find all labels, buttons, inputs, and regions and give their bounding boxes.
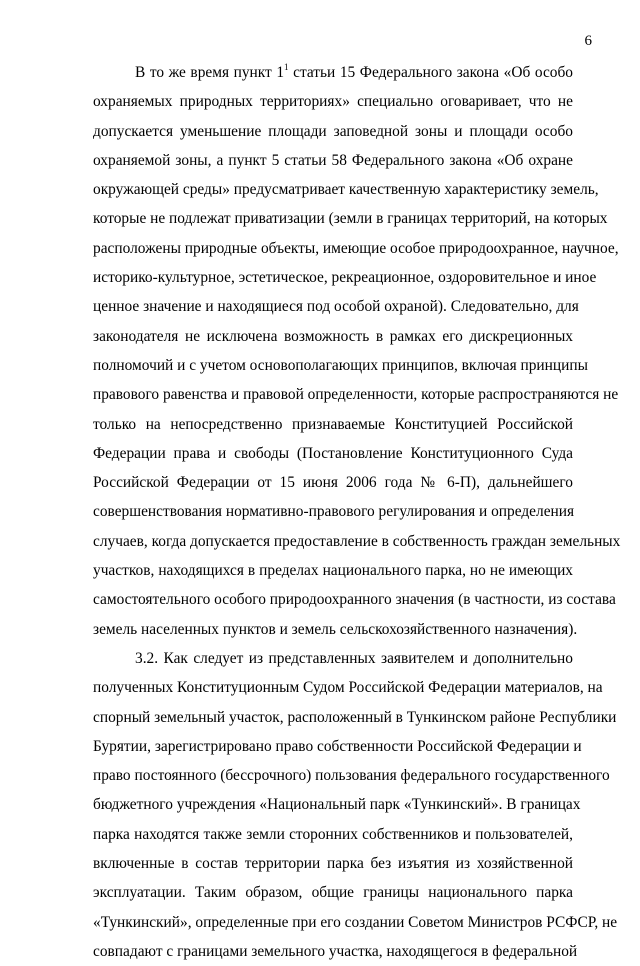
paragraph-line: законодателя не исключена возможность в рамках его дискреционных bbox=[93, 327, 573, 345]
line-text: В то же время пункт 1 bbox=[135, 64, 285, 81]
paragraph-line: которые не подлежат приватизации (земли в границах территорий, на которых bbox=[93, 210, 608, 228]
paragraph-line: совершенствования нормативно-правового регулирования и определения bbox=[93, 503, 575, 521]
paragraph-line: окружающей среды» предусматривает качественную характеристику земель, bbox=[93, 181, 599, 199]
paragraph-line: эксплуатации. Таким образом, общие границы национального парка bbox=[93, 884, 573, 902]
paragraph-line: Российской Федерации от 15 июня 2006 года № 6-П), дальнейшего bbox=[93, 474, 573, 492]
paragraph-line: бюджетного учреждения «Национальный парк «Тункинский». В границах bbox=[93, 796, 581, 814]
paragraph-line: право постоянного (бессрочного) пользования федерального государственного bbox=[93, 767, 610, 785]
paragraph-2 bbox=[93, 644, 618, 966]
paragraph-line: ценное значение и находящиеся под особой охраной). Следовательно, для bbox=[93, 298, 579, 316]
paragraph-line: включенные в состав территории парка без изъятия из хозяйственной bbox=[93, 855, 573, 873]
page-number: 6 bbox=[584, 33, 592, 49]
paragraph-line: земель населенных пунктов и земель сельскохозяйственного назначения). bbox=[93, 620, 578, 638]
paragraph-line: Федерации права и свободы (Постановление Конституционного Суда bbox=[93, 444, 573, 462]
paragraph-line: Бурятии, зарегистрировано право собственности Российской Федерации и bbox=[93, 737, 582, 755]
paragraph-line: полученных Конституционным Судом Российской Федерации материалов, на bbox=[93, 679, 603, 697]
paragraph-line: 3.2. Как следует из представленных заявителем и дополнительно bbox=[135, 649, 573, 667]
paragraph-line: охраняемой зоны, а пункт 5 статьи 58 Федерального закона «Об охране bbox=[93, 151, 573, 169]
paragraph-line: случаев, когда допускается предоставление в собственность граждан земельных bbox=[93, 532, 621, 550]
paragraph-line: охраняемых природных территориях» специально оговаривает, что не bbox=[93, 93, 573, 111]
paragraph-line bbox=[93, 58, 573, 87]
paragraph-line: историко-культурное, эстетическое, рекреационное, оздоровительное и иное bbox=[93, 269, 597, 287]
paragraph-line: расположены природные объекты, имеющие особое природоохранное, научное, bbox=[93, 239, 619, 257]
paragraph-line: парка находятся также земли сторонних собственников и пользователей, bbox=[93, 825, 573, 843]
paragraph-line: участков, находящихся в пределах национального парка, но не имеющих bbox=[93, 562, 573, 580]
document-body bbox=[93, 58, 621, 966]
paragraph-line: полномочий и с учетом основополагающих принципов, включая принципы bbox=[93, 356, 588, 374]
paragraph-line: только на непосредственно признаваемые Конституцией Российской bbox=[93, 415, 573, 433]
paragraph-line: правового равенства и правовой определенности, которые распространяются не bbox=[93, 386, 619, 404]
paragraph-line: допускается уменьшение площади заповедной зоны и площади особо bbox=[93, 122, 573, 140]
superscript: 1 bbox=[284, 62, 289, 72]
paragraph-line: самостоятельного особого природоохранного значения (в частности, из состава bbox=[93, 591, 616, 609]
paragraph-line: «Тункинский», определенные при его создании Советом Министров РСФСР, не bbox=[93, 913, 618, 931]
line-text: статьи 15 Федерального закона «Об особо bbox=[293, 64, 573, 81]
paragraph-1 bbox=[93, 58, 621, 644]
paragraph-line: спорный земельный участок, расположенный в Тункинском районе Республики bbox=[93, 708, 617, 726]
paragraph-line: совпадают с границами земельного участка, находящегося в федеральной bbox=[93, 942, 578, 960]
